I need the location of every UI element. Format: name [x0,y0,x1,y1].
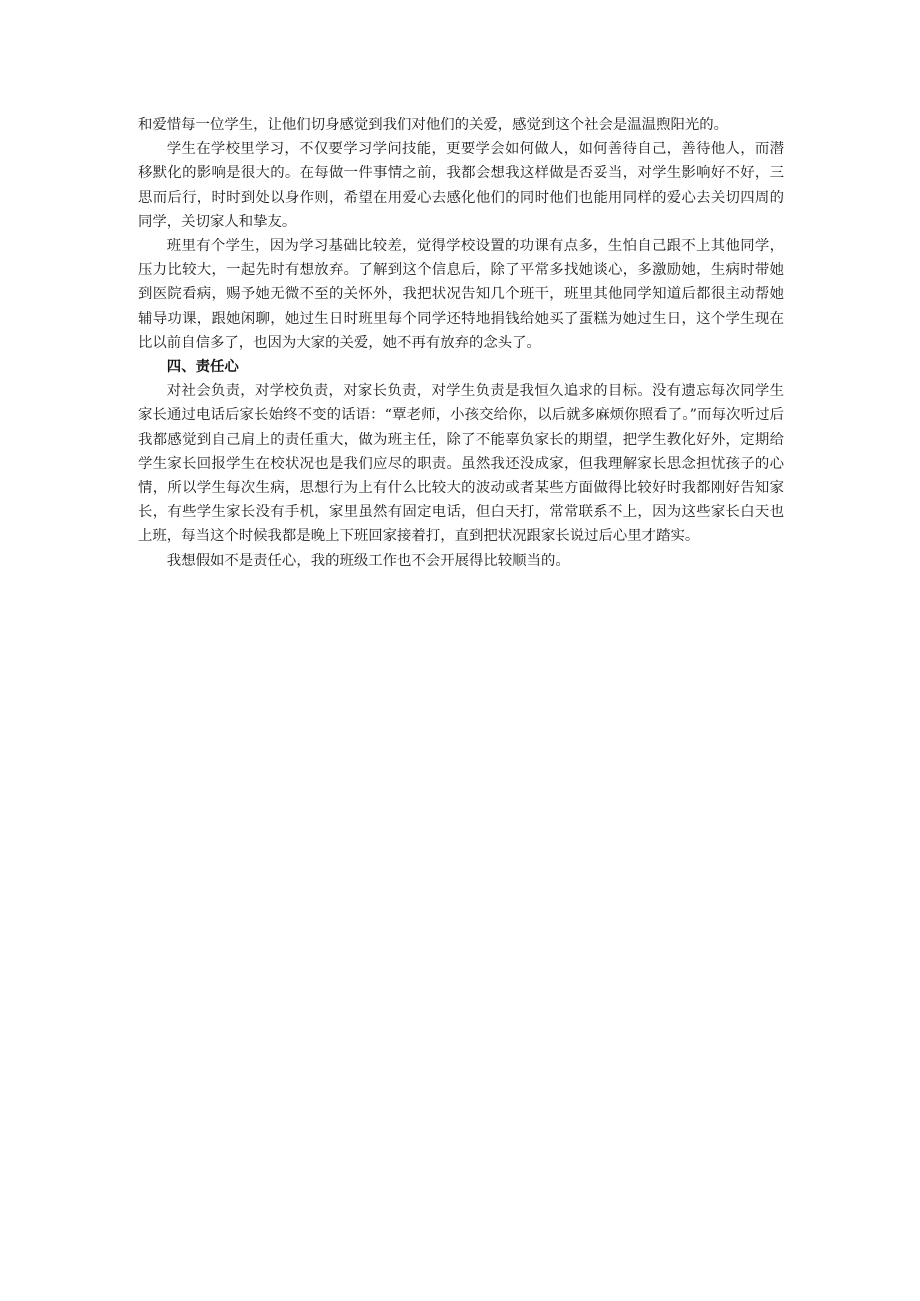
paragraph-responsibility: 对社会负责，对学校负责，对家长负责，对学生负责是我恒久追求的目标。没有遗忘每次同学生家长通过电话后家长始终不变的话语：“覃老师，小孩交给你，以后就多麻烦你照看了。”而每次听过后我都感觉到自己肩上的责任重大，做为班主任，除了不能辜负家长的期望，把学生教化好外，定期给学生家长回报学生在校状况也是我们应尽的职责。虽然我还没成家，但我理解家长思念担忧孩子的心情，所以学生每次生病，思想行为上有什么比较大的波动或者某些方面做得比较好时我都刚好告知家长，有些学生家长没有手机，家里虽然有固定电话，但白天打，常常联系不上，因为这些家长白天也上班，每当这个时候我都是晚上下班回家接着打，直到把状况跟家长说过后心里才踏实。 [138,383,784,545]
paragraph-student-story: 班里有个学生，因为学习基础比较差，觉得学校设置的功课有点多，生怕自己跟不上其他同学，压力比较大，一起先时有想放弃。了解到这个信息后，除了平常多找她谈心，多激励她，生病时带她到医院看病，赐予她无微不至的关怀外，我把状况告知几个班干，班里其他同学知道后都很主动帮她辅导功课，跟她闲聊，她过生日时班里每个同学还特地捐钱给她买了蛋糕为她过生日，这个学生现在比以前自信多了，也因为大家的关爱，她不再有放弃的念头了。 [138,238,784,351]
paragraph-conclusion: 我想假如不是责任心，我的班级工作也不会开展得比较顺当的。 [166,552,570,569]
paragraph-learning: 学生在学校里学习，不仅要学习学问技能，更要学会如何做人，如何善待自己，善待他人，而潜移默化的影响是很大的。在每做一件事情之前，我都会想我这样做是否妥当，对学生影响好不好，三思而后行，时时到处以身作则，希望在用爱心去感化他们的同时他们也能用同样的爱心去关切四周的同学，关切家人和挚友。 [138,141,784,230]
section-heading-responsibility: 四、责任心 [166,359,239,376]
paragraph-continuation: 和爱惜每一位学生，让他们切身感觉到我们对他们的关爱，感觉到这个社会是温温煦阳光的。 [138,117,729,133]
document-page [138,113,784,573]
